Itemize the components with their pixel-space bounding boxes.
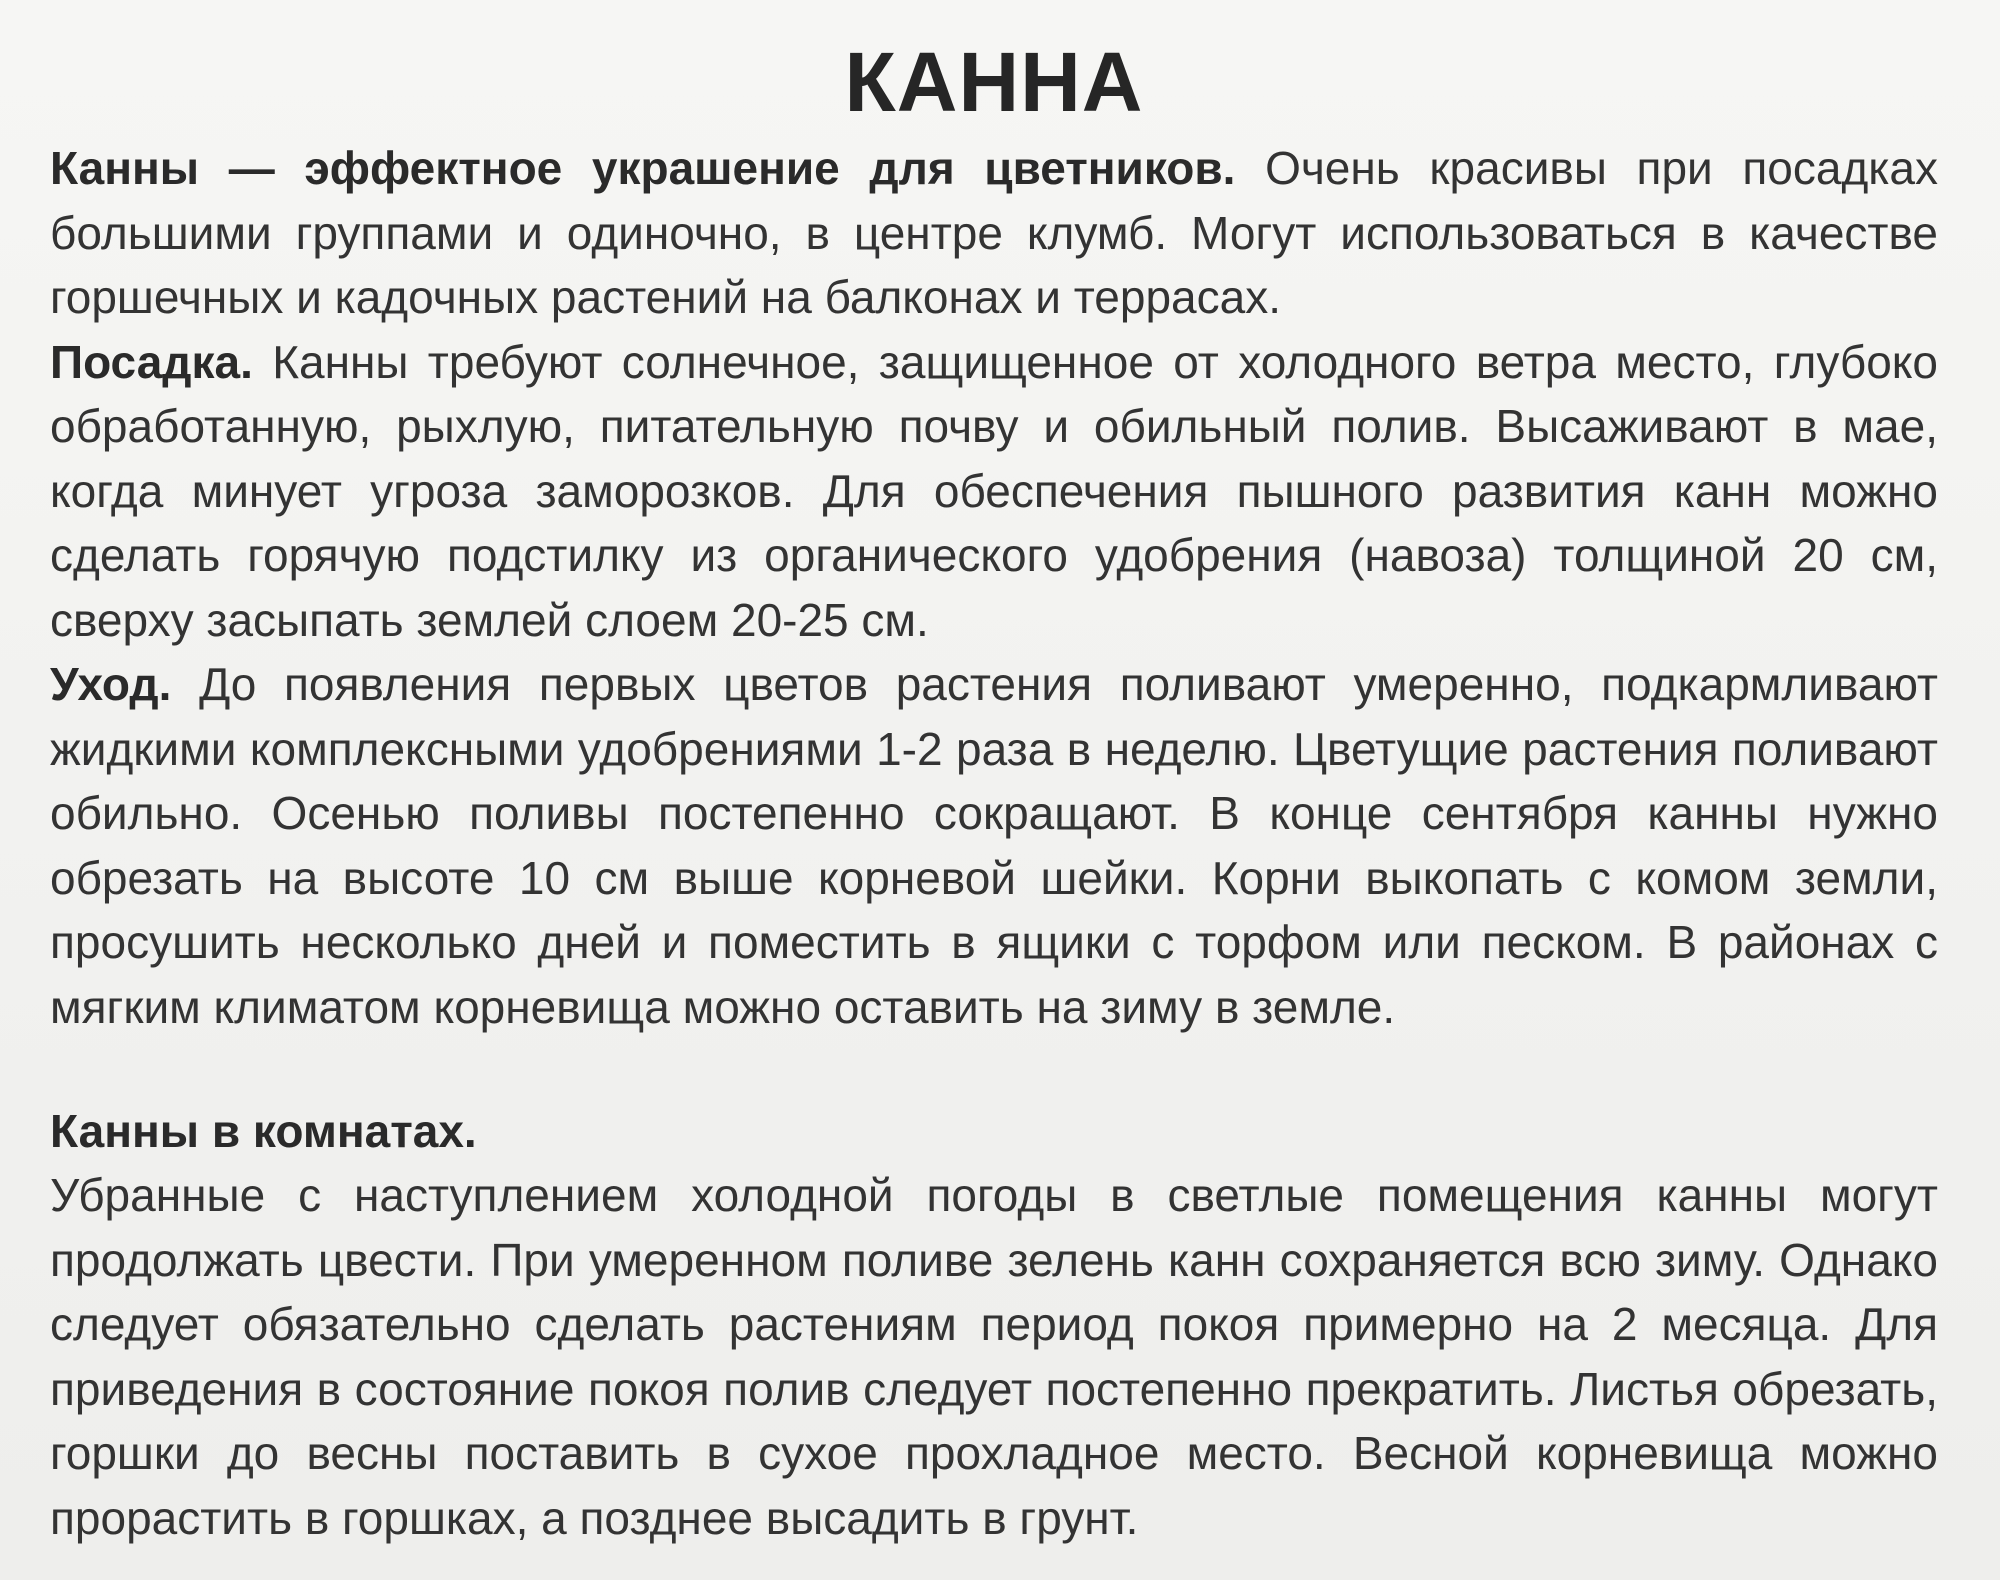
section-spacer <box>50 1039 1938 1099</box>
intro-text: Очень красивы при посадках большими группами и одиночно, в центре клумб. Могут использоваться в качестве горшечных и кадочных растений на балконах и террасах. <box>50 142 1938 323</box>
care-paragraph <box>50 652 1938 1039</box>
planting-lead: Посадка. <box>50 335 253 388</box>
planting-text: Канны требуют солнечное, защищенное от холодного ветра место, глубоко обработанную, рыхлую, питательную почву и обильный полив. Высаживают в мае, когда минует угроза заморозков. Для обеспечения пышного развития канн можно сделать горячую подстилку из органического удобрения (навоза) толщиной 20 см, сверху засыпать землей слоем 20-25 см. <box>50 335 1939 646</box>
indoor-heading: Канны в комнатах. <box>50 1105 477 1157</box>
intro-paragraph <box>50 136 1938 330</box>
planting-paragraph <box>50 330 1938 653</box>
document-title: КАННА <box>844 35 1144 129</box>
care-text: До появления первых цветов растения поливают умеренно, подкармливают жидкими комплексными удобрениями 1-2 раза в неделю. Цветущие растения поливают обильно. Осенью поливы постепенно сокращают. В конце сентября канны нужно обрезать на высоте 10 см выше корневой шейки. Корни выкопать с комом земли, просушить несколько дней и поместить в ящики с торфом или песком. В районах с мягким климатом корневища можно оставить на зиму в земле. <box>50 658 1939 1033</box>
intro-lead: Канны — эффектное украшение для цветников. <box>50 142 1236 194</box>
care-lead: Уход. <box>50 658 172 710</box>
indoor-paragraph: Убранные с наступлением холодной погоды в светлые помещения канны могут продолжать цвести. При умеренном поливе зелень канн сохраняется всю зиму. Однако следует обязательно сделать растениям период покоя примерно на 2 месяца. Для приведения в состояние покоя полив следует постепенно прекратить. Листья обрезать, горшки до весны поставить в сухое прохладное место. Весной корневища можно прорастить в горшках, а позднее высадить в грунт. <box>50 1169 1938 1544</box>
